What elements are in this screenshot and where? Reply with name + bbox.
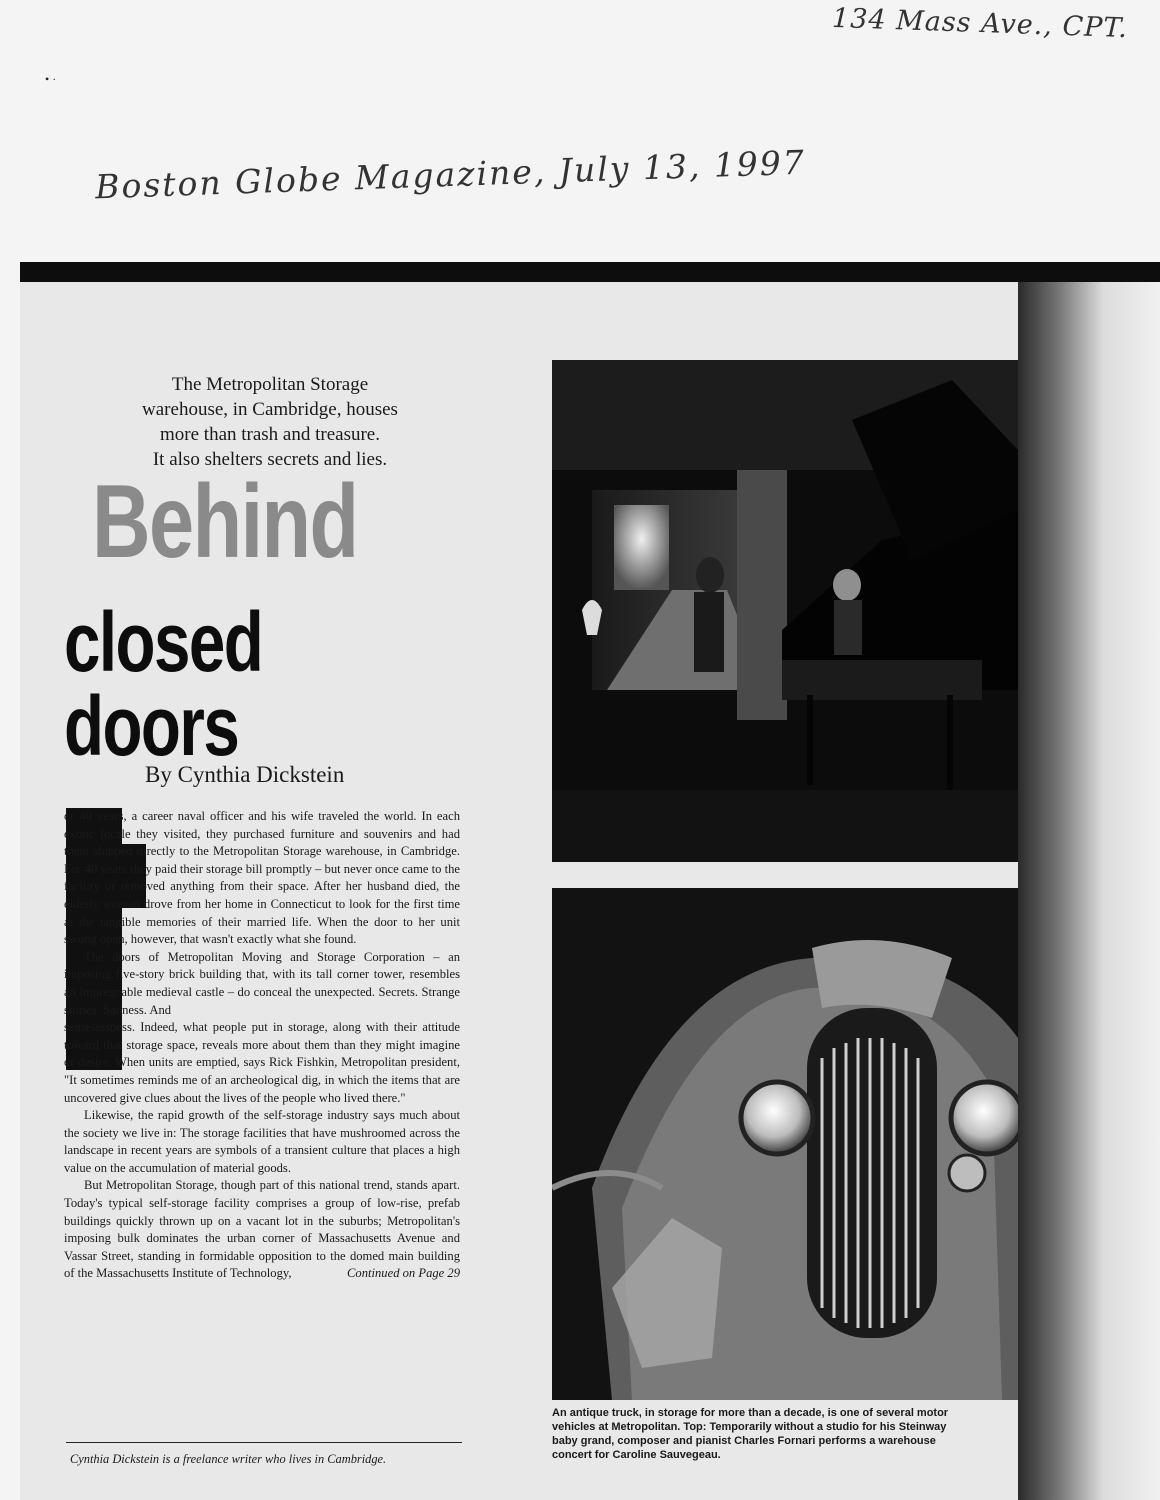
body-paragraph: Likewise, the rapid growth of the self-storage industry says much about the society we live in: The storage facilities that have mushroomed across the landscape in recent years are symbols of a transient culture that places a high value on the accumulation of material goods. — [64, 1108, 460, 1175]
headline-closed-doors: closed doors — [64, 595, 263, 773]
body-paragraph-text: But Metropolitan Storage, though part of this national trend, stands apart. Today's typical self-storage facility comprises a group of low-rise, prefab buildings quickly thrown up on a vacant lot in the suburbs; Metropolitan's imposing bulk dominates the urban corner of Massachusetts Avenue and Vassar Street, standing in formidable opposition to the domed main building of the Massachusetts Institute of Technology, — [64, 1178, 460, 1281]
footnote-rule — [66, 1442, 462, 1443]
body-paragraph: The doors of Metropolitan Moving and Storage Corporation – an imposing five-story brick building that, with its tall corner tower, resembles an impregnable medieval castle – do conceal the unexpected. Secrets. Strange stories. Sadness. And — [64, 949, 460, 1017]
body-paragraph: senselessness. Indeed, what people put in storage, along with their attitude toward that storage space, reveals more about them than they might imagine or desire. When units are emptied, says Rick Fishkin, Metropolitan president, "It sometimes reminds me of an archeological dig, in which the items that are uncovered give clues about the lives of the people who lived there." — [64, 1020, 460, 1105]
photo-antique-truck — [552, 888, 1018, 1400]
handwritten-address-note: 134 Mass Ave., CPT. — [831, 2, 1129, 45]
byline: By Cynthia Dickstein — [145, 762, 345, 787]
photo-caption: An antique truck, in storage for more than a decade, is one of several motor vehicles at Metropolitan. Top: Temporarily without a studio for his Steinway baby grand, composer and pianist Charles Fornari performs a warehouse concert for Caroline Sauvegeau. — [552, 1407, 949, 1461]
article-body — [64, 808, 460, 1283]
body-paragraph: or 40 years, a career naval officer and his wife traveled the world. In each exotic locale they visited, they purchased furniture and souvenirs and had them shipped directly to the Metropolitan Storage warehouse, in Cambridge. For 40 years they paid their storage bill promptly – but never once came to the facility or removed anything from their space. After her husband died, the elderly woman drove from her home in Connecticut to look for the first time at the tangible memories of their married life. When the door to her unit swung open, however, that wasn't exactly what she found. — [64, 809, 460, 947]
photo-pianist-warehouse — [552, 360, 1018, 862]
author-footnote: Cynthia Dickstein is a freelance writer who lives in Cambridge. — [70, 1452, 387, 1466]
deck-line: more than trash and treasure. — [160, 424, 380, 445]
deck-line: The Metropolitan Storage — [171, 374, 369, 395]
deck-line: It also shelters secrets and lies. — [152, 449, 388, 470]
deck-line: warehouse, in Cambridge, houses — [142, 399, 398, 420]
scan-specks: • · — [45, 72, 57, 86]
page-fold-shadow — [1018, 282, 1160, 1500]
article-deck — [65, 372, 475, 472]
handwritten-source-note: Boston Globe Magazine, July 13, 1997 — [94, 142, 807, 207]
header-bar — [20, 262, 1160, 282]
headline-behind: Behind — [92, 464, 358, 580]
body-paragraph — [64, 1177, 460, 1283]
continued-note: Continued on Page 29 — [347, 1266, 460, 1281]
